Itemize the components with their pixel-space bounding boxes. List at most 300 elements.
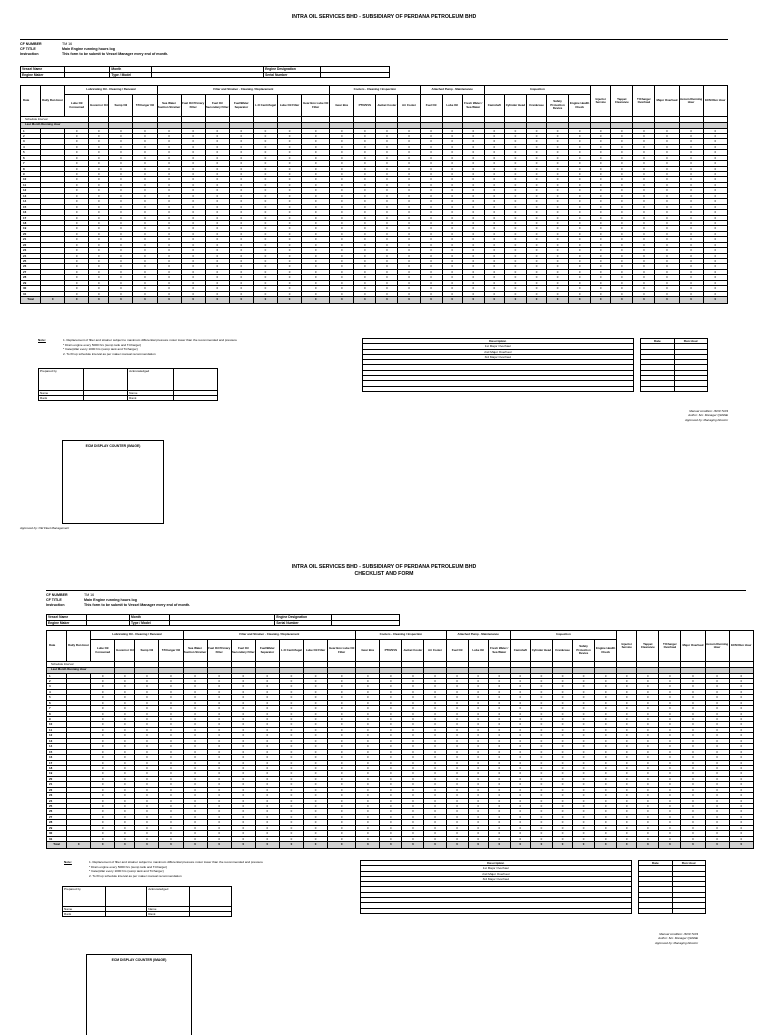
log-cell[interactable]: 0 xyxy=(354,144,376,149)
log-cell[interactable]: 0 xyxy=(328,831,356,836)
log-cell[interactable]: 0 xyxy=(703,144,727,149)
log-cell[interactable]: 0 xyxy=(157,264,181,269)
log-cell[interactable]: 0 xyxy=(591,144,611,149)
log-cell[interactable]: 0 xyxy=(617,760,637,765)
log-cell[interactable]: 0 xyxy=(591,155,611,160)
log-cell[interactable]: 0 xyxy=(181,161,205,166)
log-cell[interactable]: 0 xyxy=(552,700,572,705)
log-cell[interactable]: 0 xyxy=(484,248,504,253)
log-cell[interactable]: 0 xyxy=(595,744,617,749)
log-cell[interactable]: 0 xyxy=(157,253,181,258)
log-cell[interactable]: 0 xyxy=(356,804,380,809)
log-cell[interactable]: 0 xyxy=(157,177,181,182)
log-cell[interactable]: 0 xyxy=(637,684,659,689)
log-cell[interactable]: 0 xyxy=(133,286,157,291)
log-cell[interactable]: 0 xyxy=(705,755,729,760)
log-cell[interactable]: 0 xyxy=(446,820,468,825)
log-cell[interactable]: 0 xyxy=(89,264,109,269)
log-cell[interactable]: 0 xyxy=(231,765,255,770)
log-cell[interactable]: 0 xyxy=(611,193,633,198)
log-cell[interactable]: 0 xyxy=(569,275,591,280)
log-cell[interactable]: 0 xyxy=(462,231,484,236)
log-cell[interactable]: 0 xyxy=(328,825,356,830)
log-cell[interactable]: 0 xyxy=(679,220,703,225)
log-cell[interactable]: 0 xyxy=(679,291,703,296)
log-cell[interactable]: 0 xyxy=(354,128,376,133)
log-cell[interactable]: 0 xyxy=(304,673,328,678)
log-cell[interactable]: 0 xyxy=(729,760,753,765)
log-cell[interactable]: 0 xyxy=(89,199,109,204)
log-cell[interactable]: 0 xyxy=(617,673,637,678)
log-cell[interactable]: 0 xyxy=(302,128,330,133)
log-cell[interactable]: 0 xyxy=(304,678,328,683)
log-cell[interactable]: 0 xyxy=(655,231,679,236)
log-cell[interactable]: 0 xyxy=(279,831,303,836)
log-cell[interactable]: 0 xyxy=(253,231,277,236)
log-cell[interactable]: 0 xyxy=(380,820,402,825)
log-cell[interactable]: 0 xyxy=(157,128,181,133)
log-cell[interactable]: 0 xyxy=(231,700,255,705)
log-cell[interactable]: 0 xyxy=(253,193,277,198)
log-cell[interactable]: 0 xyxy=(181,237,205,242)
log-cell[interactable]: 0 xyxy=(231,749,255,754)
log-cell[interactable]: 0 xyxy=(679,166,703,171)
log-cell[interactable]: 0 xyxy=(526,139,546,144)
log-cell[interactable]: 0 xyxy=(278,237,302,242)
log-cell[interactable]: 0 xyxy=(135,836,159,841)
log-cell[interactable]: 0 xyxy=(135,711,159,716)
log-cell[interactable]: 0 xyxy=(91,776,115,781)
log-cell[interactable]: 0 xyxy=(304,804,328,809)
log-cell[interactable]: 0 xyxy=(488,700,510,705)
log-cell[interactable]: 0 xyxy=(442,291,462,296)
log-cell[interactable]: 0 xyxy=(484,188,504,193)
log-cell[interactable]: 0 xyxy=(488,765,510,770)
log-cell[interactable]: 0 xyxy=(133,231,157,236)
log-cell[interactable]: 0 xyxy=(115,673,135,678)
log-cell[interactable]: 0 xyxy=(205,210,229,215)
log-cell[interactable]: 0 xyxy=(159,673,183,678)
log-cell[interactable]: 0 xyxy=(611,248,633,253)
log-cell[interactable]: 0 xyxy=(637,711,659,716)
log-cell[interactable]: 0 xyxy=(229,144,253,149)
log-cell[interactable]: 0 xyxy=(633,128,655,133)
log-cell[interactable]: 0 xyxy=(595,760,617,765)
prepared-by-signature[interactable] xyxy=(84,369,128,391)
log-cell[interactable]: 0 xyxy=(328,722,356,727)
log-cell[interactable]: 0 xyxy=(205,226,229,231)
log-cell[interactable]: 0 xyxy=(398,291,420,296)
log-cell[interactable]: 0 xyxy=(279,771,303,776)
log-cell[interactable]: 0 xyxy=(462,237,484,242)
log-cell[interactable]: 0 xyxy=(462,182,484,187)
log-cell[interactable]: 0 xyxy=(330,155,354,160)
log-cell[interactable]: 0 xyxy=(659,836,681,841)
log-cell[interactable]: 0 xyxy=(328,700,356,705)
log-cell[interactable]: 0 xyxy=(356,820,380,825)
log-cell[interactable]: 0 xyxy=(729,711,753,716)
log-cell[interactable]: 0 xyxy=(91,820,115,825)
log-cell[interactable]: 0 xyxy=(655,242,679,247)
log-cell[interactable]: 0 xyxy=(376,139,398,144)
log-cell[interactable]: 0 xyxy=(376,286,398,291)
log-cell[interactable]: 0 xyxy=(617,771,637,776)
log-cell[interactable]: 0 xyxy=(530,684,552,689)
log-cell[interactable]: 0 xyxy=(380,825,402,830)
log-cell[interactable]: 0 xyxy=(302,133,330,138)
log-cell[interactable]: 0 xyxy=(255,673,279,678)
log-cell[interactable]: 0 xyxy=(504,177,526,182)
log-cell[interactable]: 0 xyxy=(681,711,705,716)
log-cell[interactable]: 0 xyxy=(420,215,442,220)
log-cell[interactable]: 0 xyxy=(356,695,380,700)
log-cell[interactable]: 0 xyxy=(304,689,328,694)
log-cell[interactable]: 0 xyxy=(402,809,424,814)
log-cell[interactable]: 0 xyxy=(703,199,727,204)
log-cell[interactable]: 0 xyxy=(595,820,617,825)
log-cell[interactable]: 0 xyxy=(279,765,303,770)
overhaul-date-cell[interactable] xyxy=(641,386,674,391)
log-cell[interactable]: 0 xyxy=(279,820,303,825)
log-cell[interactable]: 0 xyxy=(488,787,510,792)
log-cell[interactable]: 0 xyxy=(424,836,446,841)
log-cell[interactable]: 0 xyxy=(376,264,398,269)
log-cell[interactable]: 0 xyxy=(488,689,510,694)
log-cell[interactable]: 0 xyxy=(253,188,277,193)
log-cell[interactable]: 0 xyxy=(468,831,488,836)
log-cell[interactable]: 0 xyxy=(703,286,727,291)
serial-number-field[interactable] xyxy=(320,72,389,78)
log-cell[interactable]: 0 xyxy=(484,166,504,171)
log-cell[interactable]: 0 xyxy=(446,695,468,700)
log-cell[interactable]: 0 xyxy=(183,684,207,689)
log-cell[interactable]: 0 xyxy=(279,825,303,830)
log-cell[interactable]: 0 xyxy=(133,242,157,247)
log-cell[interactable]: 0 xyxy=(330,128,354,133)
log-cell[interactable]: 0 xyxy=(402,804,424,809)
log-cell[interactable]: 0 xyxy=(304,711,328,716)
log-cell[interactable]: 0 xyxy=(488,722,510,727)
log-cell[interactable]: 0 xyxy=(633,144,655,149)
log-cell[interactable]: 0 xyxy=(65,280,89,285)
log-cell[interactable]: 0 xyxy=(655,248,679,253)
log-cell[interactable]: 0 xyxy=(231,836,255,841)
log-cell[interactable]: 0 xyxy=(255,733,279,738)
log-cell[interactable]: 0 xyxy=(655,155,679,160)
log-cell[interactable]: 0 xyxy=(181,166,205,171)
log-cell[interactable]: 0 xyxy=(398,204,420,209)
log-cell[interactable]: 0 xyxy=(65,172,89,177)
log-cell[interactable]: 0 xyxy=(135,733,159,738)
log-cell[interactable]: 0 xyxy=(398,264,420,269)
log-cell[interactable]: 0 xyxy=(468,836,488,841)
log-cell[interactable]: 0 xyxy=(591,215,611,220)
log-cell[interactable]: 0 xyxy=(253,259,277,264)
log-cell[interactable]: 0 xyxy=(729,776,753,781)
log-cell[interactable]: 0 xyxy=(420,161,442,166)
log-cell[interactable]: 0 xyxy=(655,188,679,193)
log-cell[interactable]: 0 xyxy=(530,782,552,787)
log-cell[interactable]: 0 xyxy=(278,188,302,193)
log-cell[interactable]: 0 xyxy=(207,700,231,705)
log-cell[interactable]: 0 xyxy=(655,280,679,285)
log-cell[interactable]: 0 xyxy=(328,689,356,694)
log-cell[interactable]: 0 xyxy=(380,831,402,836)
log-cell[interactable]: 0 xyxy=(207,765,231,770)
log-cell[interactable]: 0 xyxy=(420,280,442,285)
log-cell[interactable]: 0 xyxy=(424,722,446,727)
log-cell[interactable]: 0 xyxy=(91,755,115,760)
log-cell[interactable]: 0 xyxy=(617,831,637,836)
log-cell[interactable]: 0 xyxy=(573,765,595,770)
log-cell[interactable]: 0 xyxy=(356,673,380,678)
log-cell[interactable]: 0 xyxy=(229,242,253,247)
log-cell[interactable]: 0 xyxy=(446,760,468,765)
log-cell[interactable]: 0 xyxy=(279,755,303,760)
log-cell[interactable]: 0 xyxy=(462,253,484,258)
log-cell[interactable]: 0 xyxy=(547,231,569,236)
log-cell[interactable]: 0 xyxy=(91,831,115,836)
log-cell[interactable]: 0 xyxy=(484,128,504,133)
log-cell[interactable]: 0 xyxy=(135,809,159,814)
log-cell[interactable]: 0 xyxy=(65,231,89,236)
log-cell[interactable]: 0 xyxy=(510,733,530,738)
log-cell[interactable]: 0 xyxy=(595,733,617,738)
log-cell[interactable]: 0 xyxy=(591,226,611,231)
log-cell[interactable]: 0 xyxy=(183,787,207,792)
log-cell[interactable]: 0 xyxy=(376,172,398,177)
log-cell[interactable]: 0 xyxy=(468,711,488,716)
log-cell[interactable]: 0 xyxy=(504,237,526,242)
log-cell[interactable]: 0 xyxy=(446,689,468,694)
log-cell[interactable]: 0 xyxy=(703,182,727,187)
log-cell[interactable]: 0 xyxy=(526,128,546,133)
log-cell[interactable]: 0 xyxy=(65,182,89,187)
log-cell[interactable]: 0 xyxy=(356,771,380,776)
log-cell[interactable]: 0 xyxy=(181,286,205,291)
log-cell[interactable]: 0 xyxy=(446,749,468,754)
log-cell[interactable]: 0 xyxy=(231,798,255,803)
log-cell[interactable]: 0 xyxy=(484,177,504,182)
log-cell[interactable]: 0 xyxy=(633,150,655,155)
log-cell[interactable]: 0 xyxy=(376,128,398,133)
log-cell[interactable]: 0 xyxy=(655,177,679,182)
log-cell[interactable]: 0 xyxy=(729,804,753,809)
log-cell[interactable]: 0 xyxy=(705,760,729,765)
log-cell[interactable]: 0 xyxy=(157,161,181,166)
log-cell[interactable]: 0 xyxy=(380,722,402,727)
log-cell[interactable]: 0 xyxy=(330,150,354,155)
log-cell[interactable]: 0 xyxy=(109,139,133,144)
log-cell[interactable]: 0 xyxy=(679,275,703,280)
log-cell[interactable]: 0 xyxy=(552,787,572,792)
log-cell[interactable]: 0 xyxy=(402,765,424,770)
log-cell[interactable]: 0 xyxy=(633,275,655,280)
log-cell[interactable]: 0 xyxy=(253,210,277,215)
log-cell[interactable]: 0 xyxy=(157,231,181,236)
log-cell[interactable]: 0 xyxy=(159,825,183,830)
log-cell[interactable]: 0 xyxy=(504,199,526,204)
log-cell[interactable]: 0 xyxy=(569,166,591,171)
log-cell[interactable]: 0 xyxy=(446,711,468,716)
log-cell[interactable]: 0 xyxy=(89,133,109,138)
log-cell[interactable]: 0 xyxy=(278,150,302,155)
log-cell[interactable]: 0 xyxy=(181,291,205,296)
log-cell[interactable]: 0 xyxy=(89,128,109,133)
log-cell[interactable]: 0 xyxy=(402,771,424,776)
log-cell[interactable]: 0 xyxy=(229,199,253,204)
log-cell[interactable]: 0 xyxy=(402,673,424,678)
log-cell[interactable]: 0 xyxy=(504,253,526,258)
log-cell[interactable]: 0 xyxy=(703,204,727,209)
log-cell[interactable]: 0 xyxy=(115,727,135,732)
log-cell[interactable]: 0 xyxy=(705,689,729,694)
log-cell[interactable]: 0 xyxy=(302,199,330,204)
log-cell[interactable]: 0 xyxy=(278,166,302,171)
log-cell[interactable]: 0 xyxy=(462,264,484,269)
log-cell[interactable]: 0 xyxy=(547,215,569,220)
log-cell[interactable]: 0 xyxy=(109,210,133,215)
log-cell[interactable]: 0 xyxy=(703,275,727,280)
log-cell[interactable]: 0 xyxy=(617,755,637,760)
log-cell[interactable]: 0 xyxy=(253,199,277,204)
log-cell[interactable]: 0 xyxy=(255,755,279,760)
log-cell[interactable]: 0 xyxy=(376,291,398,296)
log-cell[interactable]: 0 xyxy=(633,220,655,225)
log-cell[interactable]: 0 xyxy=(183,809,207,814)
log-cell[interactable]: 0 xyxy=(442,231,462,236)
log-cell[interactable]: 0 xyxy=(205,269,229,274)
log-cell[interactable]: 0 xyxy=(442,150,462,155)
log-cell[interactable]: 0 xyxy=(442,155,462,160)
log-cell[interactable]: 0 xyxy=(655,139,679,144)
log-cell[interactable]: 0 xyxy=(530,706,552,711)
log-cell[interactable]: 0 xyxy=(547,161,569,166)
log-cell[interactable]: 0 xyxy=(679,182,703,187)
log-cell[interactable]: 0 xyxy=(157,193,181,198)
log-cell[interactable]: 0 xyxy=(181,177,205,182)
log-cell[interactable]: 0 xyxy=(637,820,659,825)
log-cell[interactable]: 0 xyxy=(207,749,231,754)
log-cell[interactable]: 0 xyxy=(468,673,488,678)
log-cell[interactable]: 0 xyxy=(504,242,526,247)
log-cell[interactable]: 0 xyxy=(420,264,442,269)
log-cell[interactable]: 0 xyxy=(253,253,277,258)
log-cell[interactable]: 0 xyxy=(356,749,380,754)
log-cell[interactable]: 0 xyxy=(637,793,659,798)
log-cell[interactable]: 0 xyxy=(376,133,398,138)
log-cell[interactable]: 0 xyxy=(376,188,398,193)
log-cell[interactable]: 0 xyxy=(526,166,546,171)
log-cell[interactable]: 0 xyxy=(530,831,552,836)
log-cell[interactable]: 0 xyxy=(729,782,753,787)
log-cell[interactable]: 0 xyxy=(354,215,376,220)
log-cell[interactable]: 0 xyxy=(207,809,231,814)
log-cell[interactable]: 0 xyxy=(573,825,595,830)
log-cell[interactable]: 0 xyxy=(526,204,546,209)
log-cell[interactable]: 0 xyxy=(633,286,655,291)
log-cell[interactable]: 0 xyxy=(659,809,681,814)
log-cell[interactable]: 0 xyxy=(183,798,207,803)
log-cell[interactable]: 0 xyxy=(611,144,633,149)
log-cell[interactable]: 0 xyxy=(468,695,488,700)
log-cell[interactable]: 0 xyxy=(637,727,659,732)
log-cell[interactable]: 0 xyxy=(115,787,135,792)
log-cell[interactable]: 0 xyxy=(530,678,552,683)
log-cell[interactable]: 0 xyxy=(442,264,462,269)
log-cell[interactable]: 0 xyxy=(530,776,552,781)
log-cell[interactable]: 0 xyxy=(279,744,303,749)
log-cell[interactable]: 0 xyxy=(547,199,569,204)
log-cell[interactable]: 0 xyxy=(89,177,109,182)
log-cell[interactable]: 0 xyxy=(424,809,446,814)
log-cell[interactable]: 0 xyxy=(328,717,356,722)
log-cell[interactable]: 0 xyxy=(468,717,488,722)
log-cell[interactable]: 0 xyxy=(446,673,468,678)
log-cell[interactable]: 0 xyxy=(380,727,402,732)
log-cell[interactable]: 0 xyxy=(354,188,376,193)
log-cell[interactable]: 0 xyxy=(595,755,617,760)
log-cell[interactable]: 0 xyxy=(617,749,637,754)
log-cell[interactable]: 0 xyxy=(510,776,530,781)
log-cell[interactable]: 0 xyxy=(328,793,356,798)
log-cell[interactable]: 0 xyxy=(526,248,546,253)
log-cell[interactable]: 0 xyxy=(330,291,354,296)
log-cell[interactable]: 0 xyxy=(637,733,659,738)
log-cell[interactable]: 0 xyxy=(229,133,253,138)
log-cell[interactable]: 0 xyxy=(181,220,205,225)
log-cell[interactable]: 0 xyxy=(255,825,279,830)
log-cell[interactable]: 0 xyxy=(207,722,231,727)
log-cell[interactable]: 0 xyxy=(207,689,231,694)
log-cell[interactable]: 0 xyxy=(278,226,302,231)
log-cell[interactable]: 0 xyxy=(462,188,484,193)
log-cell[interactable]: 0 xyxy=(424,825,446,830)
log-cell[interactable]: 0 xyxy=(304,787,328,792)
log-cell[interactable]: 0 xyxy=(380,717,402,722)
log-cell[interactable]: 0 xyxy=(547,286,569,291)
log-cell[interactable]: 0 xyxy=(231,673,255,678)
log-cell[interactable]: 0 xyxy=(729,744,753,749)
log-cell[interactable]: 0 xyxy=(424,738,446,743)
log-cell[interactable]: 0 xyxy=(109,248,133,253)
log-cell[interactable]: 0 xyxy=(304,798,328,803)
log-cell[interactable]: 0 xyxy=(446,700,468,705)
log-cell[interactable]: 0 xyxy=(330,220,354,225)
log-cell[interactable]: 0 xyxy=(330,172,354,177)
log-cell[interactable]: 0 xyxy=(109,231,133,236)
log-cell[interactable]: 0 xyxy=(89,215,109,220)
log-cell[interactable]: 0 xyxy=(484,280,504,285)
log-cell[interactable]: 0 xyxy=(462,210,484,215)
log-cell[interactable]: 0 xyxy=(304,738,328,743)
log-cell[interactable]: 0 xyxy=(484,275,504,280)
log-cell[interactable]: 0 xyxy=(659,673,681,678)
log-cell[interactable]: 0 xyxy=(65,188,89,193)
log-cell[interactable]: 0 xyxy=(591,259,611,264)
log-cell[interactable]: 0 xyxy=(330,188,354,193)
log-cell[interactable]: 0 xyxy=(462,291,484,296)
log-cell[interactable]: 0 xyxy=(530,755,552,760)
log-cell[interactable]: 0 xyxy=(705,700,729,705)
log-cell[interactable]: 0 xyxy=(484,237,504,242)
log-cell[interactable]: 0 xyxy=(159,695,183,700)
log-cell[interactable]: 0 xyxy=(356,684,380,689)
log-cell[interactable]: 0 xyxy=(705,776,729,781)
log-cell[interactable]: 0 xyxy=(380,776,402,781)
log-cell[interactable]: 0 xyxy=(304,814,328,819)
log-cell[interactable]: 0 xyxy=(446,793,468,798)
